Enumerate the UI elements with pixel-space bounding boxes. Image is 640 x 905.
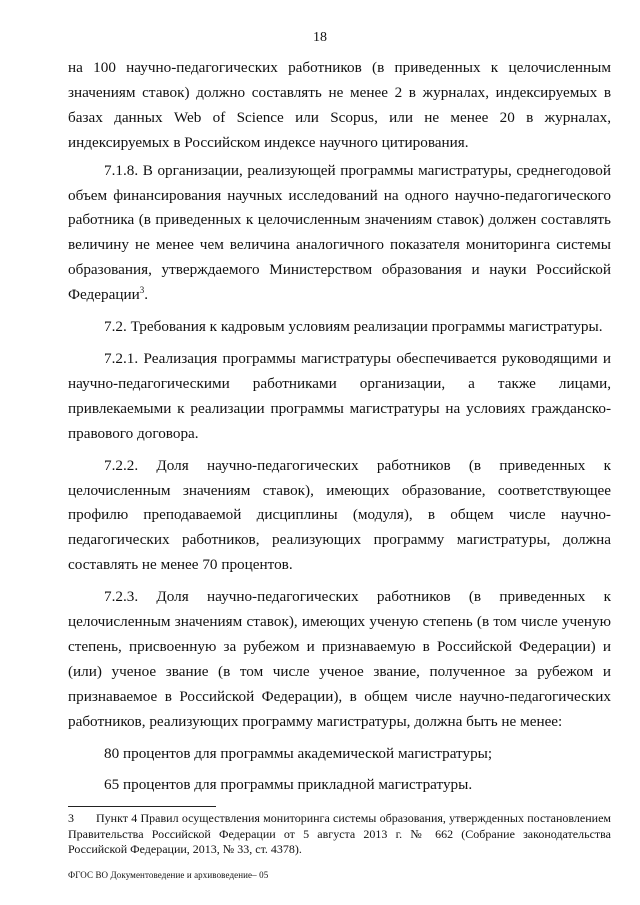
footnote-number: 3: [68, 811, 74, 825]
paragraph-7-2-1: 7.2.1. Реализация программы магистратуры обеспечивается руководящими и научно-педагогическими работниками организации, а также лицами, привлекаемыми к реализации программы магистратуры на условиях гражданско-правового договора.: [68, 349, 611, 442]
footnote: [68, 811, 611, 858]
paragraph-continuation: на 100 научно-педагогических работников (в приведенных к целочисленным значениям ставок) должно составлять не менее 2 в журналах, индексируемых в базах данных Web of Science или Scopus, или не менее 20 в журналах, индексируемых в Российском индексе научного цитирования.: [68, 59, 611, 151]
paragraph-7-1-8-text: 7.1.8. В организации, реализующей программы магистратуры, среднегодовой объем финансирования научных исследований на одного научно-педагогического работника (в приведенных к целочисленным значениям ставок) должен составлять величину не менее чем величина аналогичного показателя мониторинга системы образования, утверждаемого Министерством образования и науки Российской Федерации: [68, 161, 611, 304]
footnote-reference-tail: .: [144, 286, 149, 304]
footnote-reference: 3: [139, 285, 145, 296]
list-item-applied: 65 процентов для программы прикладной магистратуры.: [104, 776, 473, 794]
footnote-divider: [68, 806, 216, 807]
paragraph-7-2-3: 7.2.3. Доля научно-педагогических работников (в приведенных к целочисленным значениям ставок), имеющих ученую степень (в том числе ученую степень, присвоенную за рубежом и признаваемую в Российской Федерации) и (или) ученое звание (в том числе ученое звание, полученное за рубежом и признаваемое в Российской Федерации), в общем числе научно-педагогических работников, реализующих программу магистратуры, должна быть не менее:: [68, 588, 611, 730]
page-number: 18: [313, 30, 327, 45]
footnote-text: Пункт 4 Правил осуществления мониторинга системы образования, утвержденных постановлением Правительства Российской Федерации от 5 августа 2013 г. № 662 (Собрание законодательства Российской Федерации, 2013, № 33, ст. 4378).: [68, 811, 611, 856]
paragraph-7-2-2: 7.2.2. Доля научно-педагогических работников (в приведенных к целочисленным значениям ставок), имеющих образование, соответствующее профилю преподаваемой дисциплины (модуля), в общем числе научно-педагогических работников, реализующих программу магистратуры, должна составлять не менее 70 процентов.: [68, 456, 611, 574]
page-footer: ФГОС ВО Документоведение и архивоведение– 05: [68, 870, 269, 880]
paragraph-7-2: 7.2. Требования к кадровым условиям реализации программы магистратуры.: [104, 318, 603, 336]
paragraph-7-1-8: [68, 159, 611, 308]
list-item-academic: 80 процентов для программы академической магистратуры;: [104, 744, 493, 762]
document-body: [68, 56, 611, 805]
